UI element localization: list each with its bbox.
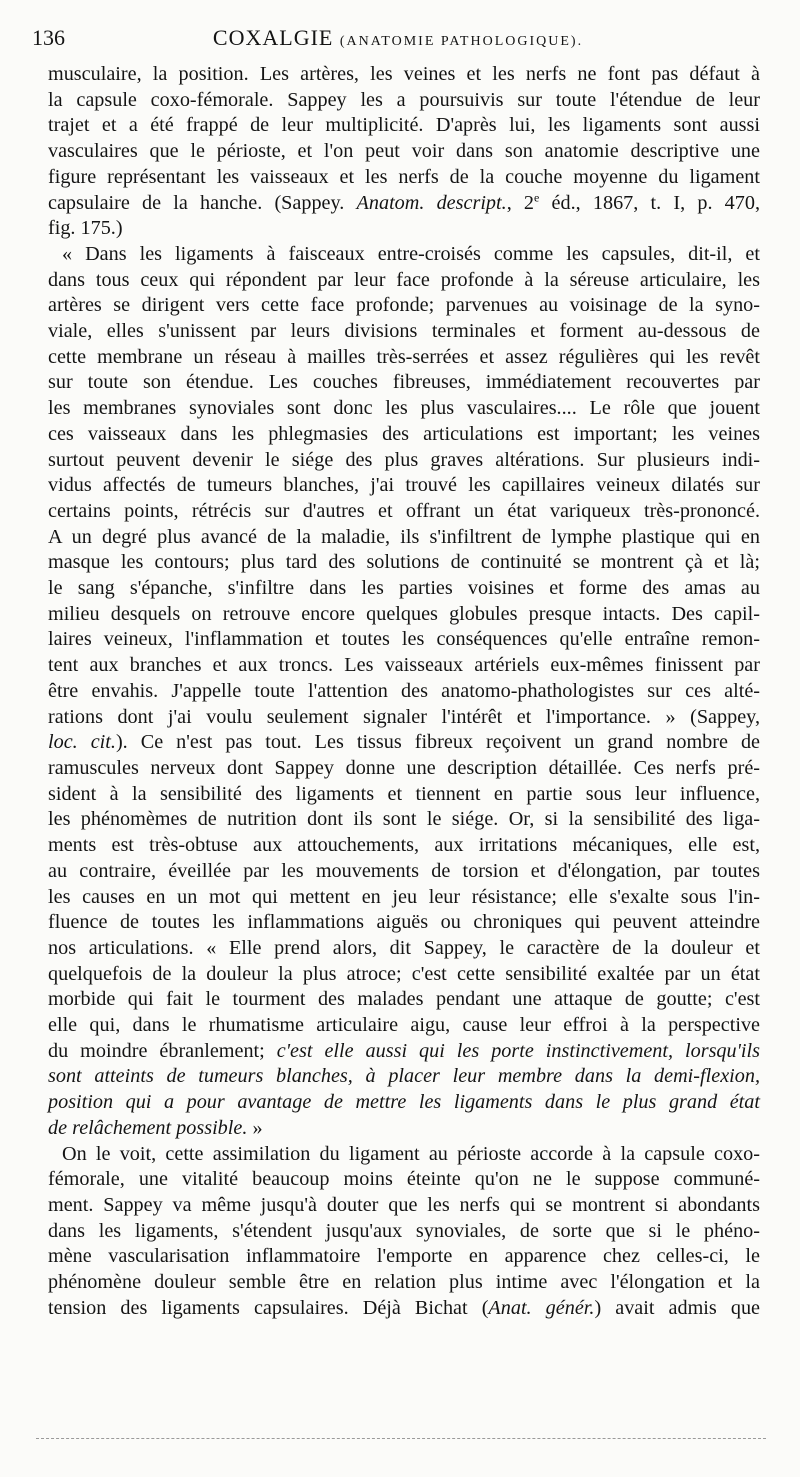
text-line-part: du moindre ébranlement; [48,1039,277,1062]
quotation-paragraph [48,242,760,1142]
text-line: ramuscules nerveux dont Sappey donne une description détaillée. Ces nerfs pré- [48,756,760,779]
bichat-citation-italic: Anat. génér. [488,1296,595,1319]
chapter-title-sub: (ANATOMIE PATHOLOGIQUE). [339,34,584,49]
body-text [48,62,760,1321]
text-line-part: tension des ligaments capsulaires. Déjà Bichat ( [48,1296,489,1319]
text-line: les causes en un mot qui mettent en jeu leur résistance; elle s'exalte sous l'in- [48,885,760,908]
quotation-italic: sont atteints de tumeurs blanches, à placer leur membre dans la demi-flexion, [48,1065,760,1088]
text-line: milieu desquels on retrouve encore quelques globules presque intacts. Des capil- [48,602,760,625]
paragraph-1 [48,62,760,242]
chapter-title-main: COXALGIE [212,25,334,50]
text-line-part: ). Ce n'est pas tout. Les tissus fibreux reçoivent un grand nombre de [115,731,761,754]
text-line: ments est très-obtuse aux attouchements, aux irritations mécaniques, elle est, [48,834,760,857]
text-line: mène vascularisation inflammatoire l'emporte en apparence chez celles-ci, le [48,1245,760,1268]
text-line: cette membrane un réseau à mailles très-serrées et assez régulières qui les revêt [48,345,760,368]
text-line: trajet et a été frappé de leur multiplicité. D'après lui, les ligaments sont aussi [48,114,760,137]
text-line [48,1039,760,1065]
text-line: fig. 175.) [48,217,123,240]
text-line: phénomène douleur semble être en relation plus intime avec l'élongation et la [48,1271,760,1294]
text-line [48,1090,760,1116]
text-line: On le voit, cette assimilation du ligament au périoste accorde à la capsule coxo- [62,1142,760,1165]
text-line: ces vaisseaux dans les phlegmasies des articulations est important; les veines [48,422,760,445]
paragraph-2 [48,1142,760,1322]
chapter-title [32,22,764,58]
text-line [48,191,760,217]
text-line: surtout peuvent devenir le siége des plus graves altérations. Sur plusieurs indi- [48,448,760,471]
text-line: certains points, rétrécis sur d'autres et offrant un état variqueux très-prononcé. [48,499,760,522]
text-line: artères se dirigent vers cette face profonde; parvenues au voisinage de la syno- [48,294,760,317]
text-line: sur toute son étendue. Les couches fibreuses, immédiatement recouvertes par [48,371,760,394]
text-line: vidus affectés de tumeurs blanches, j'ai trouvé les capillaires veineux dilatés sur [48,474,760,497]
text-line: le sang s'épanche, s'infiltre dans les parties voisines et forme des amas au [48,577,760,600]
text-line: tent aux branches et aux troncs. Les vaisseaux artériels eux-mêmes finissent par [48,654,760,677]
text-line: musculaire, la position. Les artères, les veines et les nerfs ne font pas défaut à [48,63,760,85]
text-line: sident à la sensibilité des ligaments et tiennent en partie sous leur influence, [48,782,760,805]
text-line: fluence de toutes les inflammations aiguës ou chroniques qui peuvent atteindre [48,911,760,934]
text-line: figure représentant les vaisseaux et les nerfs de la couche moyenne du ligament [48,165,760,188]
text-line: nos articulations. « Elle prend alors, dit Sappey, le caractère de la douleur et [48,936,760,959]
text-line [48,730,760,756]
text-line-part: ) avait admis que [594,1296,760,1319]
text-line: rations dont j'ai voulu seulement signaler l'intérêt et l'importance. » (Sappey, [48,705,760,728]
quote-close: » [247,1116,263,1139]
text-line: morbide qui fait le tourment des malades pendant une attaque de goutte; c'est [48,988,760,1011]
edition-superscript: e [534,189,540,204]
text-line: les phénomèmes de nutrition dont ils sont le siége. Or, si la sensibilité des liga- [48,808,760,831]
loc-cit-italic: loc. cit. [48,731,116,754]
running-head [32,22,764,54]
quotation-italic: c'est elle aussi qui les porte instinctivement, lorsqu'ils [276,1039,761,1062]
quotation-italic: position qui a pour avantage de mettre les ligaments dans le plus grand état [48,1091,760,1114]
text-line: quelquefois de la douleur la plus atroce; c'est cette sensibilité exaltée par un état [48,962,760,985]
text-line [48,1116,760,1142]
text-line: les membranes synoviales sont donc les plus vasculaires.... Le rôle que jouent [48,397,760,420]
text-line: « Dans les ligaments à faisceaux entre-croisés comme les capsules, dit-il, et [62,242,760,265]
text-line: viale, elles s'unissent par leurs divisions terminales et forment au-dessous de [48,320,760,343]
page-number: 136 [32,25,65,50]
bottom-rule [36,1438,766,1439]
text-line: au contraire, éveillée par les mouvements de torsion et d'élongation, par toutes [48,859,760,882]
text-line: fémorale, une vitalité beaucoup moins éteinte qu'on ne le suppose communé- [48,1168,760,1191]
quotation-italic: de relâchement possible. [48,1116,248,1139]
text-line: la capsule coxo-fémorale. Sappey les a poursuivis sur toute l'étendue de leur [48,88,760,111]
text-line: vasculaires que le périoste, et l'on peut voir dans son anatomie descriptive une [48,140,760,163]
text-line: laires veineux, l'inflammation et toutes les conséquences qu'elle entraîne remon- [48,628,760,651]
text-line: dans tous ceux qui répondent par leur face profonde à la séreuse articulaire, les [48,268,760,291]
text-line: A un degré plus avancé de la maladie, ils s'infiltrent de lymphe plastique qui en [48,525,760,548]
text-line [48,1296,760,1322]
text-line: ment. Sappey va même jusqu'à douter que les nerfs qui se montrent si abondants [48,1193,760,1216]
edition-number: , 2 [506,191,535,214]
citation-italic: Anatom. descript. [356,191,507,214]
text-line-part: capsulaire de la hanche. (Sappey. [48,191,345,214]
text-line: dans les ligaments, s'étendent jusqu'aux synoviales, de sorte que si le phéno- [48,1219,760,1242]
text-line: masque les contours; plus tard des solutions de continuité se montrent çà et là; [48,551,760,574]
text-line: elle qui, dans le rhumatisme articulaire aigu, cause leur effroi à la perspective [48,1014,760,1037]
text-line: être envahis. J'appelle toute l'attention des anatomo-phathologistes sur ces alté- [48,679,760,702]
citation-rest: éd., 1867, t. I, p. 470, [539,191,761,214]
text-line [48,1064,760,1090]
